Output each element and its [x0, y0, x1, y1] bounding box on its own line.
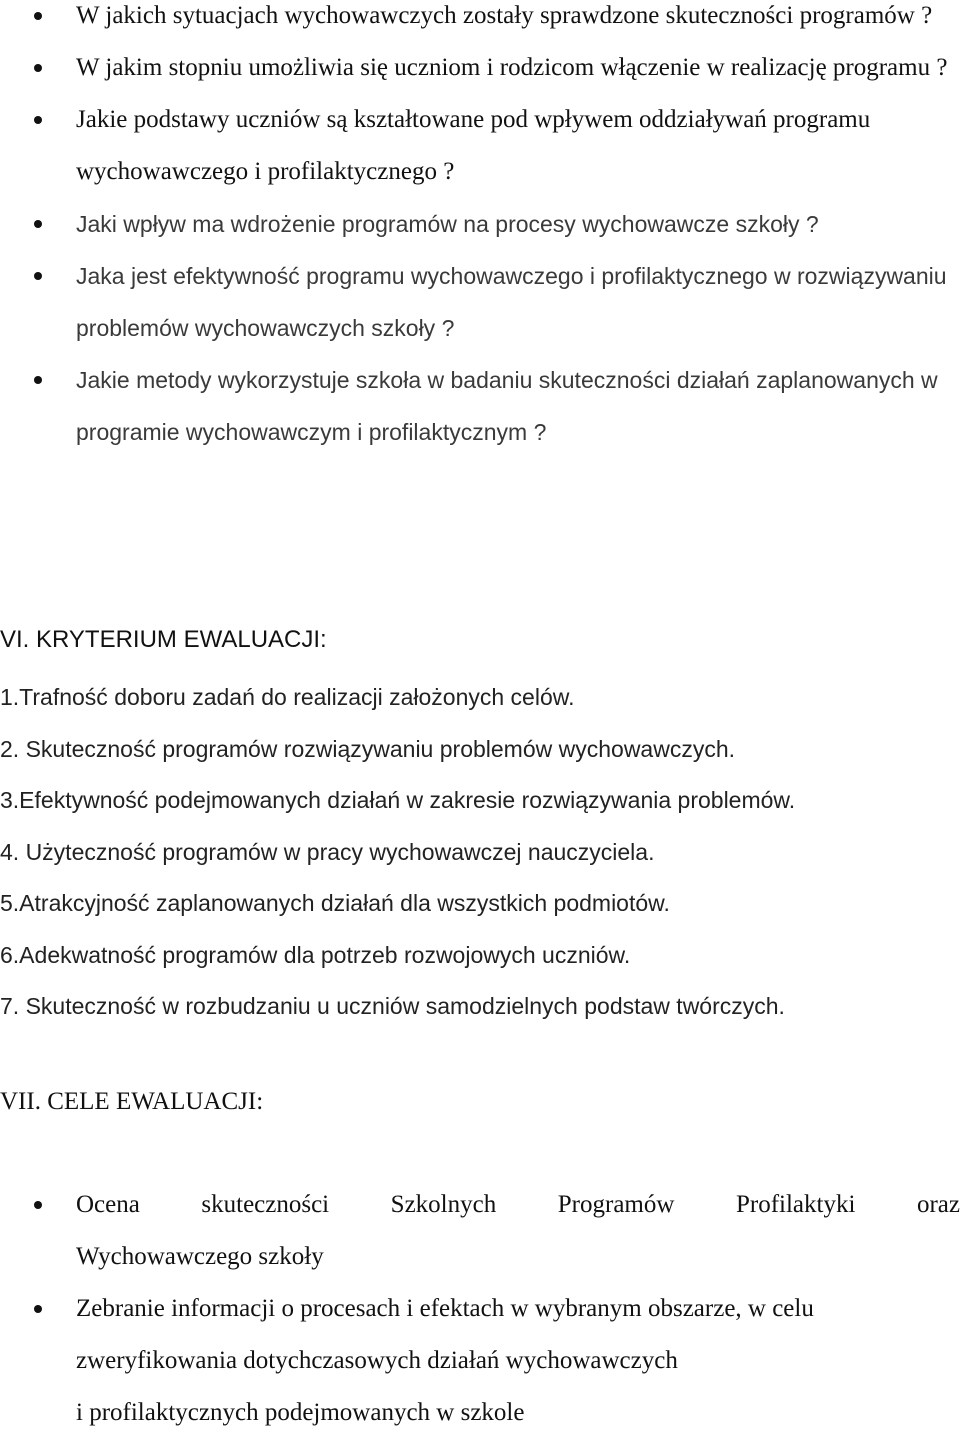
- list-item: [0, 1283, 960, 1387]
- question-text: Jakie podstawy uczniów są kształtowane pod wpływem oddziaływań programu wychowawczego i profilaktycznego ?: [76, 106, 871, 185]
- criteria-item: 3.Efektywność podejmowanych działań w zakresie rozwiązywania problemów.: [0, 787, 796, 813]
- question-text: Jakie metody wykorzystuje szkoła w badaniu skuteczności działań zaplanowanych w programie wychowawczym i profilaktycznym ?: [76, 367, 938, 445]
- bullet-icon: [34, 220, 42, 228]
- justified-line: [76, 1179, 960, 1231]
- section-heading-goals: VII. CELE EWALUACJI:: [0, 1088, 264, 1115]
- criteria-item: 2. Skuteczność programów rozwiązywaniu problemów wychowawczych.: [0, 735, 736, 762]
- list-item: [0, 0, 960, 42]
- list-item: [0, 1387, 960, 1439]
- evaluation-goals-list: [0, 1179, 960, 1439]
- criteria-list: [0, 672, 960, 1033]
- goal-word: skuteczności: [201, 1191, 330, 1218]
- question-text: Jaka jest efektywność programu wychowawczego i profilaktycznego w rozwiązywaniu problemów wychowawczych szkoły ?: [76, 263, 947, 341]
- bullet-icon: [34, 376, 42, 384]
- criteria-item: 1.Trafność doboru zadań do realizacji założonych celów.: [0, 684, 575, 710]
- list-item: [0, 354, 960, 458]
- criteria-item: 4. Użyteczność programów w pracy wychowawczej nauczyciela.: [0, 838, 655, 865]
- criteria-item: 5.Atrakcyjność zaplanowanych działań dla wszystkich podmiotów.: [0, 890, 670, 916]
- bullet-icon: [34, 1305, 42, 1313]
- goal-word: oraz: [916, 1191, 960, 1218]
- question-text: W jakich sytuacjach wychowawczych zostały sprawdzone skuteczności programów ?: [76, 2, 933, 29]
- goal-text: Wychowawczego szkoły: [76, 1243, 324, 1270]
- list-item: [0, 198, 960, 250]
- list-item: [0, 1179, 960, 1283]
- goal-word: Szkolnych: [390, 1191, 497, 1218]
- section-heading-criteria: VI. KRYTERIUM EWALUACJI:: [0, 626, 327, 653]
- bullet-icon: [34, 116, 42, 124]
- list-item: [0, 250, 960, 354]
- goal-word: Profilaktyki: [735, 1191, 856, 1218]
- goal-word: Ocena: [76, 1191, 140, 1218]
- question-text: W jakim stopniu umożliwia się uczniom i rodzicom włączenie w realizację programu ?: [76, 54, 948, 81]
- bullet-icon: [34, 64, 42, 72]
- bullet-icon: [34, 12, 42, 20]
- criteria-item: 7. Skuteczność w rozbudzaniu u uczniów samodzielnych podstaw twórczych.: [0, 993, 785, 1019]
- bullet-icon: [34, 272, 42, 280]
- goal-word: Programów: [557, 1191, 675, 1218]
- list-item: [0, 42, 960, 94]
- question-text: Jaki wpływ ma wdrożenie programów na procesy wychowawcze szkoły ?: [76, 211, 819, 237]
- criteria-item: 6.Adekwatność programów dla potrzeb rozwojowych uczniów.: [0, 941, 631, 968]
- bullet-icon: [34, 1201, 42, 1209]
- goal-text-continuation: i profilaktycznych podejmowanych w szkole: [76, 1399, 525, 1426]
- evaluation-questions-list: [0, 0, 960, 458]
- list-item: [0, 94, 960, 198]
- goal-text: Zebranie informacji o procesach i efektach w wybranym obszarze, w celu zweryfikowania dotychczasowych działań wychowawczych: [76, 1295, 814, 1374]
